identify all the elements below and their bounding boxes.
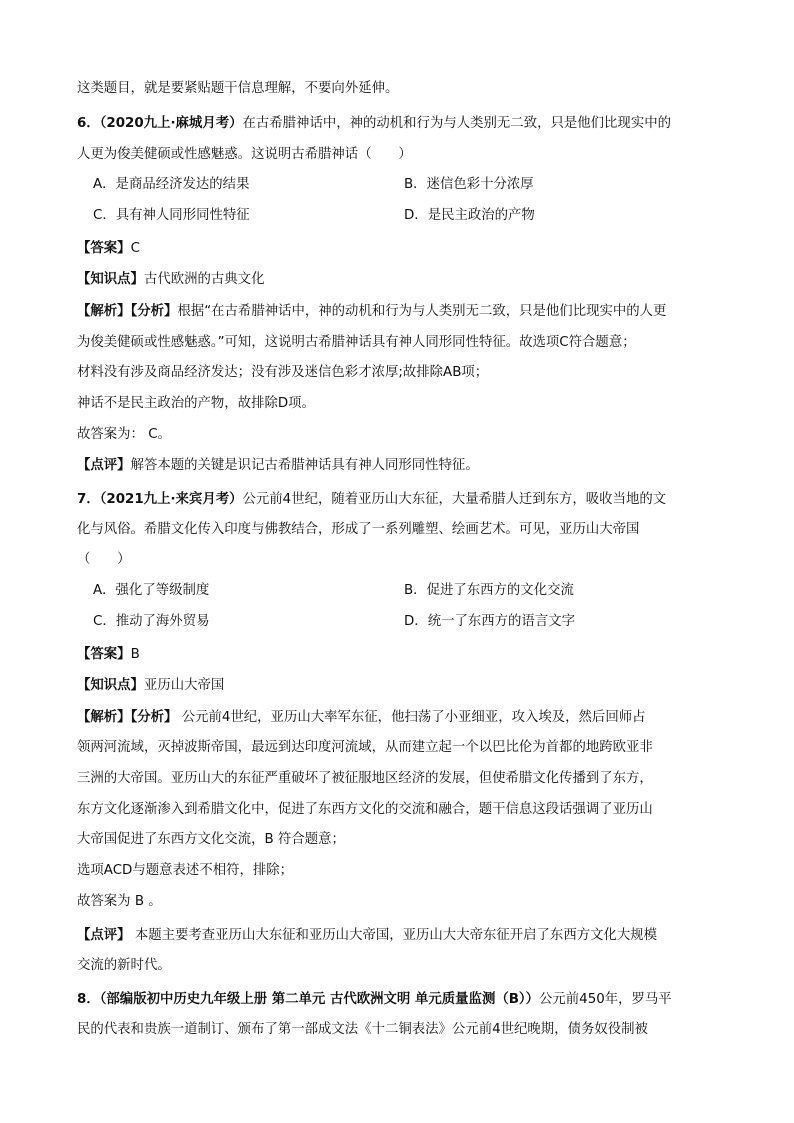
question-7-analysis-line-6: 选项ACD与题意表述不相符，排除； xyxy=(77,863,294,878)
analysis-tag: 【解析】【分析】 xyxy=(77,710,178,725)
question-6-analysis-line-4: 神话不是民主政治的产物，故排除D项。 xyxy=(77,396,315,411)
question-6-number: 6． xyxy=(77,116,100,131)
question-7-analysis-line-5: 大帝国促进了东西方文化交流，B 符合题意； xyxy=(77,832,345,847)
answer-value: C xyxy=(130,241,140,256)
intro-line: 这类题目，就是要紧贴题干信息理解，不要向外延伸。 xyxy=(77,81,399,96)
question-6-option-b: B．迷信色彩十分浓厚 xyxy=(404,177,534,192)
question-6-analysis-line-1 xyxy=(77,302,727,322)
question-7-stem-line-2: 化与风俗。希腊文化传入印度与佛教结合，形成了一系列雕塑、绘画艺术。可见，亚历山大帝国 xyxy=(77,522,640,537)
question-6-analysis-line-2: 为俊美健硕或性感魅惑。”可知，这说明古希腊神话具有神人同形同性特征。故选项C符合题意； xyxy=(77,335,636,350)
question-7-option-b: B．促进了东西方的文化交流 xyxy=(404,583,574,598)
question-6-stem-line-2: 人更为俊美健硕或性感魅惑。这说明古希腊神话（ ） xyxy=(77,147,412,162)
question-6-knowledge-point xyxy=(77,270,727,290)
question-7-analysis-line-7: 故答案为 B 。 xyxy=(77,894,162,909)
question-7-answer xyxy=(77,645,727,665)
question-6-option-d: D．是民主政治的产物 xyxy=(404,208,535,223)
question-8-stem-line-2: 民的代表和贵族一道制订、颁布了第一部成文法《十二铜表法》公元前4世纪晚期，债务奴役制被 xyxy=(77,1022,648,1037)
analysis-tag: 【解析】【分析】 xyxy=(77,304,178,319)
question-7-stem-line-1 xyxy=(77,490,727,510)
analysis-text-1: 公元前4世纪，亚历山大率军东征，他扫荡了小亚细亚，攻入埃及，然后回师占 xyxy=(177,710,646,725)
question-6-source: （2020九上·麻城月考） xyxy=(99,116,243,131)
question-7-analysis-line-4: 东方文化逐渐渗入到希腊文化中，促进了东西方文化的交流和融合，题干信息这段话强调了亚历山 xyxy=(77,802,653,817)
comment-text: 解答本题的关键是识记古希腊神话具有神人同形同性特征。 xyxy=(130,458,479,473)
question-6-option-c: C．具有神人同形同性特征 xyxy=(93,208,250,223)
question-7-stem-line-3: （ ） xyxy=(77,552,131,567)
knowledge-point-value: 古代欧洲的古典文化 xyxy=(143,272,265,287)
question-6-analysis-line-3: 材料没有涉及商品经济发达；没有涉及迷信色彩才浓厚;故排除AB项； xyxy=(77,365,489,380)
question-6-option-a: A．是商品经济发达的结果 xyxy=(93,177,250,192)
answer-value: B xyxy=(130,647,140,662)
analysis-text-1: 根据“在古希腊神话中，神的动机和行为与人类别无二致，只是他们比现实中的人更 xyxy=(177,304,667,319)
comment-tag: 【点评】 xyxy=(77,928,131,943)
question-8-source: （部编版初中历史九年级上册 第二单元 古代欧洲文明 单元质量监测（B）） xyxy=(99,992,540,1007)
knowledge-point-tag: 【知识点】 xyxy=(77,272,144,287)
question-7-option-d: D．统一了东西方的语言文字 xyxy=(404,614,575,629)
question-7-stem-text-1: 公元前4世纪，随着亚历山大东征，大量希腊人迁到东方，吸收当地的文 xyxy=(242,492,667,507)
answer-tag: 【答案】 xyxy=(77,647,131,662)
question-7-knowledge-point xyxy=(77,676,727,696)
question-8-number: 8． xyxy=(77,992,100,1007)
answer-tag: 【答案】 xyxy=(77,241,131,256)
question-6-answer xyxy=(77,239,727,259)
knowledge-point-value: 亚历山大帝国 xyxy=(143,678,225,693)
question-6-comment xyxy=(77,456,727,476)
question-7-comment-line-1 xyxy=(77,926,727,946)
question-7-comment-line-2: 交流的新时代。 xyxy=(77,958,171,973)
question-6-stem-text-1: 在古希腊神话中，神的动机和行为与人类别无二致，只是他们比现实中的 xyxy=(242,116,671,131)
comment-tag: 【点评】 xyxy=(77,458,131,473)
question-8-stem-line-1 xyxy=(77,990,727,1010)
question-7-number: 7． xyxy=(77,492,100,507)
question-7-analysis-line-1 xyxy=(77,708,727,728)
question-7-analysis-line-2: 领两河流域，灭掉波斯帝国，最远到达印度河流域，从而建立起一个以巴比伦为首都的地跨欧亚非 xyxy=(77,740,653,755)
question-7-option-c: C．推动了海外贸易 xyxy=(93,614,210,629)
question-7-analysis-line-3: 三洲的大帝国。亚历山大的东征严重破坏了被征服地区经济的发展，但使希腊文化传播到了东方， xyxy=(77,771,653,786)
question-7-option-a: A．强化了等级制度 xyxy=(93,583,210,598)
comment-text-1: 本题主要考查亚历山大东征和亚历山大帝国，亚历山大大帝东征开启了东西方文化大规模 xyxy=(130,928,658,943)
question-6-analysis-line-5: 故答案为： C。 xyxy=(77,427,171,442)
question-7-source: （2021九上·来宾月考） xyxy=(99,492,243,507)
question-6-stem-line-1 xyxy=(77,114,727,134)
question-8-stem-text-1: 公元前450年，罗马平 xyxy=(539,992,672,1007)
knowledge-point-tag: 【知识点】 xyxy=(77,678,144,693)
